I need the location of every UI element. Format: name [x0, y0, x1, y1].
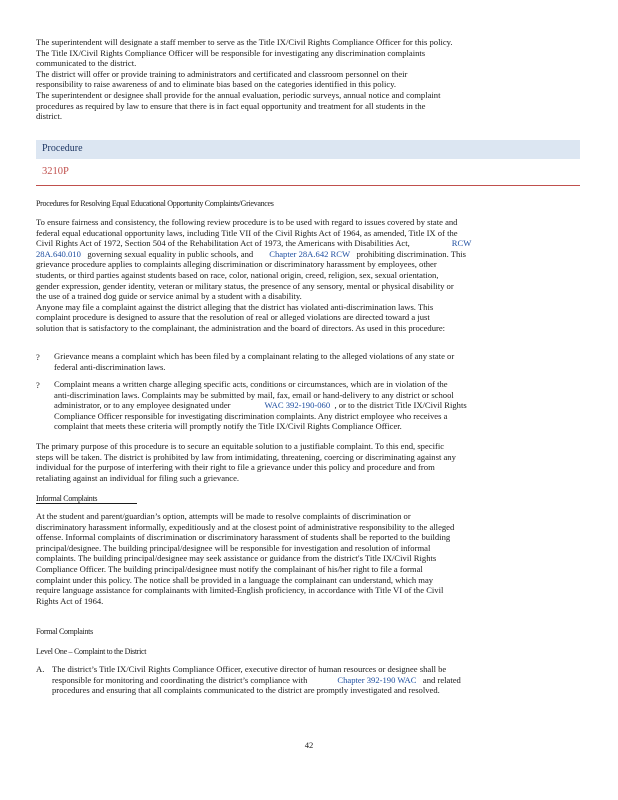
intro-line: The superintendent will designate a staff member to serve as the Title IX/Civil Rights Compliance Officer for this policy. [36, 37, 453, 47]
complaint-line: Complaint means a written charge alleging specific acts, conditions or circumstances, which are in violation of the [54, 379, 448, 389]
section-title: Procedures for Resolving Equal Educational Opportunity Complaints/Grievances [36, 199, 274, 208]
bullet-marker: ? [36, 380, 40, 390]
chapter-28a-642-rcw-link[interactable]: Chapter 28A.642 RCW [269, 248, 351, 259]
fairness-line [36, 238, 582, 249]
fairness-line: federal equal educational opportunity laws, including Title VII of the Civil Rights Act of 1964, as amended, Title IX of the [36, 227, 458, 238]
intro-line: The district will offer or provide training to administrators and certificated and classroom personnel on their [36, 68, 408, 79]
item-a-line [52, 675, 582, 686]
rcw-link[interactable]: RCW [451, 238, 472, 249]
fairness-line: the use of a trained dog guide or service animal by a student with a disability. [36, 291, 302, 302]
chapter-392-190-wac-link[interactable]: Chapter 392-190 WAC [337, 674, 417, 685]
complaint-text: administrator, or to any employee designated under [54, 400, 231, 411]
item-a-text: responsible for monitoring and coordinating the district’s compliance with [52, 674, 308, 685]
informal-line: Rights Act of 1964. [36, 595, 104, 606]
complaint-definition [54, 379, 582, 432]
complaint-line: anti-discrimination laws. Complaints may be submitted by mail, fax, email or hand-delivery to any district or school [54, 389, 454, 400]
complaint-text: , or to the district Title IX/Civil Rights [334, 400, 467, 411]
grievance-definition [54, 351, 582, 372]
purpose-line: The primary purpose of this procedure is to secure an equitable solution to a justifiable complaint. To this end, specific [36, 441, 445, 451]
procedure-label: Procedure [42, 143, 83, 154]
complaint-line [54, 400, 582, 411]
grievance-line: federal anti-discrimination laws. [54, 361, 166, 372]
level-one-title: Level One – Complaint to the District [36, 647, 147, 656]
purpose-line: individual for the purpose of interfering with their right to file a grievance under this policy and procedure and from [36, 462, 435, 473]
item-a-line: The district’s Title IX/Civil Rights Compliance Officer, executive director of human resources or designee shall be [52, 664, 447, 674]
complaint-line: Compliance Officer responsible for investigating discrimination complaints. Any district employee who receives a [54, 410, 448, 421]
fairness-text: prohibiting discrimination. This [356, 248, 467, 259]
page-number: 42 [304, 740, 314, 750]
purpose-line: retaliating against an individual for filing such a grievance. [36, 472, 240, 483]
informal-line: principal/designee. The building principal/designee will be responsible for investigation and resolution of informal [36, 542, 431, 553]
formal-complaints-title: Formal Complaints [36, 627, 93, 636]
intro-line: district. [36, 111, 63, 122]
fairness-line: complaint procedure is designed to assure that the resolution of real or alleged violations are directed toward a just [36, 312, 430, 323]
intro-line: responsibility to raise awareness of and to eliminate bias based on the categories identified in this policy. [36, 79, 397, 90]
fairness-paragraph [36, 217, 582, 334]
informal-line: require language assistance for complainants with limited-English proficiency, in accordance with Title VI of the Civil [36, 585, 444, 596]
intro-line: The Title IX/Civil Rights Compliance Officer will be responsible for investigating any discrimination complaints [36, 47, 426, 58]
fairness-line [36, 249, 582, 260]
fairness-text: governing sexual equality in public schools, and [87, 248, 254, 259]
intro-line: The superintendent or designee shall provide for the annual evaluation, periodic surveys, annual notice and complaint [36, 89, 441, 100]
heading-divider [36, 185, 580, 186]
informal-line: Compliance Officer. The building principal/designee must notify the complainant of his/her right to file a formal [36, 563, 423, 574]
intro-line: communicated to the district. [36, 58, 137, 69]
complaint-line: complaint that meets these criteria will promptly notify the Title IX/Civil Rights Compliance Officer. [54, 421, 402, 432]
item-a-text: and related [422, 674, 461, 685]
item-a-letter: A. [36, 664, 45, 674]
fairness-line: solution that is satisfactory to the complainant, the administration and the board of directors. As used in this procedure: [36, 322, 446, 333]
wac-392-190-060-link[interactable]: WAC 392-190-060 [264, 400, 331, 411]
purpose-line: steps will be taken. The district is prohibited by law from intimidating, threatening, coercing or discriminating against any [36, 451, 456, 462]
informal-line: discriminatory harassment informally, expeditiously and at the closest point of administrative responsibility to the alleged [36, 521, 455, 532]
fairness-line: Anyone may file a complaint against the district alleging that the district has violated anti-discrimination laws. This [36, 301, 434, 312]
informal-line: complaints. The building principal/designee may seek assistance or guidance from the district's Title IX/Civil Rights [36, 553, 437, 564]
grievance-line: Grievance means a complaint which has been filed by a complainant relating to the alleged violations of any state or [54, 351, 455, 361]
informal-line: At the student and parent/guardian’s option, attempts will be made to resolve complaints of discrimination or [36, 511, 411, 521]
informal-line: complaint under this policy. The notice shall be provided in a language the complainant can understand, which may [36, 574, 434, 585]
fairness-line: students, or third parties against students based on race, color, national origin, creed, religion, sex, sexual orientation, [36, 269, 439, 280]
procedure-heading-bar [36, 140, 580, 159]
fairness-text: Civil Rights Act of 1972, Section 504 of the Rehabilitation Act of 1973, the Americans with Disabilities Act, [36, 238, 410, 249]
fairness-line: grievance procedure applies to complaints alleging discrimination or discriminatory harassment by employees, other [36, 259, 437, 270]
informal-complaints-title: Informal Complaints [36, 494, 137, 504]
fairness-line: gender expression, gender identity, veteran or military status, the presence of any sensory, mental or physical disability or [36, 280, 454, 291]
informal-paragraph [36, 511, 582, 606]
item-a-body [52, 664, 582, 696]
item-a-line: procedures and ensuring that all complaints communicated to the district are promptly investigated and resolved. [52, 685, 440, 696]
purpose-paragraph [36, 441, 582, 483]
procedure-code: 3210P [42, 166, 69, 177]
informal-line: offense. Informal complaints of discrimination or discriminatory harassment of students shall be reported to the building [36, 532, 451, 543]
informal-complaints-heading [36, 494, 137, 503]
rcw-28a-640-010-link[interactable]: 28A.640.010 [36, 248, 81, 259]
intro-line: procedures as required by law to ensure that there is in fact equal opportunity and treatment for all students in the [36, 100, 426, 111]
bullet-marker: ? [36, 352, 40, 362]
fairness-line: To ensure fairness and consistency, the following review procedure is to be used with regard to issues covered by state and [36, 217, 458, 227]
intro-paragraph [36, 37, 582, 122]
